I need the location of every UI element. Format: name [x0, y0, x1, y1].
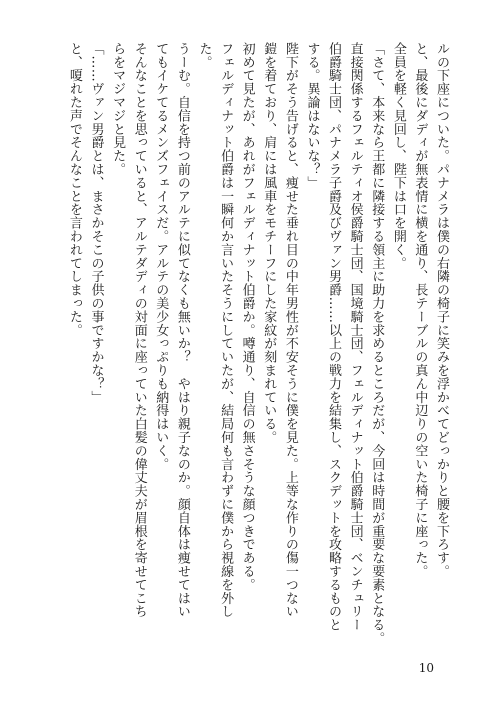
body-text	[63, 42, 452, 645]
text-line: 初めて見たが、あれがフェルディナット伯爵か。噂通り、自信の無さそうな顔つきである。	[239, 42, 255, 592]
text-line: 全員を軽く見回し、陛下は口を開く。	[390, 42, 406, 270]
text-line: 「さて、本来なら王都に隣接する領主に助力を求めるところだが、今回は時間が重要な要素となる。	[369, 42, 385, 645]
text-line: 「……ヴァン男爵とは、まさかそこの子供の事ですかな？」	[88, 42, 104, 404]
text-line: と、嗄れた声でそんなことを言われてしまった。	[66, 42, 82, 337]
page-number: 10	[418, 661, 434, 675]
text-line: 陛下がそう告げると、痩せた垂れ目の中年男性が不安そうに僕を見た。上等な作りの傷一つない	[282, 42, 298, 619]
text-line: た。	[196, 42, 212, 69]
text-line: らをマジマジと見た。	[110, 42, 126, 176]
text-line: フェルディナット伯爵は一瞬何か言いたそうにしていたが、結局何も言わずに僕から視線を外し	[218, 42, 234, 619]
text-line: てもイケてるメンズフェイスだ。アルテの美少女っぷりも納得はいく。	[153, 42, 169, 471]
text-line: 伯爵騎士団、パナメラ子爵及びヴァン男爵……以上の戦力を結集し、スクデットを攻略するものと	[326, 42, 342, 632]
text-line: そんなことを思っていると、アルテダディの対面に座っていた白髪の偉丈夫が眉根を寄せてこち	[131, 42, 147, 619]
text-line: うーむ。自信を持つ前のアルテに似てなくも無いか？ やはり親子なのか。顔自体は痩せてはい	[174, 42, 190, 619]
text-line: ルの下座についた。パナメラは僕の右隣の椅子に笑みを浮かべてどっかりと腰を下ろす。	[434, 42, 449, 578]
text-line: 直接関係するフェルティオ侯爵騎士団、国境騎士団、フェルディナット伯爵騎士団、ベンチュリー	[347, 42, 363, 632]
text-line: と、最後にダディが無表情に横を通り、長テーブルの真ん中辺りの空いた椅子に座った。	[412, 42, 428, 578]
text-line: する。異論はないな？」	[304, 42, 320, 190]
text-line: 鎧を着ており、肩には風車をモチーフにした家紋が刻まれている。	[261, 42, 277, 444]
